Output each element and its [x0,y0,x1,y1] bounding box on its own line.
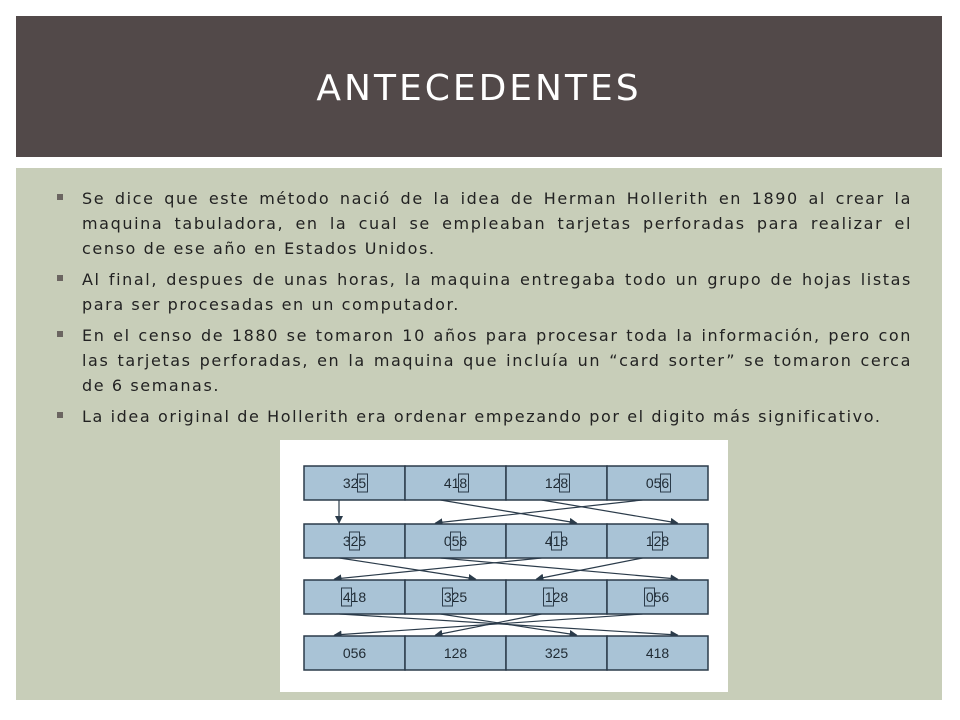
transition-arrow [441,558,678,579]
square-bullet-icon [57,412,63,418]
cell-value: 128 [544,475,569,491]
transition-arrow [441,500,577,523]
cell-value: 325 [443,589,468,605]
bullet-item [66,186,912,261]
cell-value: 128 [443,645,468,661]
cell-value: 056 [342,645,367,661]
cell-value: 056 [645,589,670,605]
bullet-text: En el censo de 1880 se tomaron 10 años para procesar toda la información, pero con las tarjetas perforadas, en la maquina que incluía un “card sorter” se tomaron cerca de 6 semanas. [82,326,912,395]
cell-value: 418 [544,533,569,549]
cell-value: 325 [342,475,367,491]
cell-value: 128 [645,533,670,549]
square-bullet-icon [57,331,63,337]
slide-title: ANTECEDENTES [316,68,642,109]
bullet-text: La idea original de Hollerith era ordenar empezando por el digito más significativo. [82,407,882,426]
cell-value: 128 [544,589,569,605]
cell-value: 418 [645,645,670,661]
bullet-list [66,186,912,435]
radix-sort-diagram [280,440,728,692]
cell-value: 418 [342,589,367,605]
cell-value: 056 [443,533,468,549]
cell-value: 056 [645,475,670,491]
title-bar [16,16,942,157]
transition-arrow [441,614,577,635]
bullet-item [66,267,912,317]
radix-sort-svg [280,440,728,692]
square-bullet-icon [57,275,63,281]
cell-value: 325 [544,645,569,661]
cell-value: 325 [342,533,367,549]
bullet-text: Al final, despues de unas horas, la maquina entregaba todo un grupo de hojas listas para ser procesadas en un computador. [82,270,912,314]
square-bullet-icon [57,194,63,200]
bullet-text: Se dice que este método nació de la idea de Herman Hollerith en 1890 al crear la maquina tabuladora, en la cual se empleaban tarjetas perforadas para realizar el censo de ese año en Estados Unidos. [82,189,912,258]
bullet-item [66,323,912,398]
cell-value: 418 [443,475,468,491]
bullet-item [66,404,912,429]
transition-arrow [335,558,542,579]
